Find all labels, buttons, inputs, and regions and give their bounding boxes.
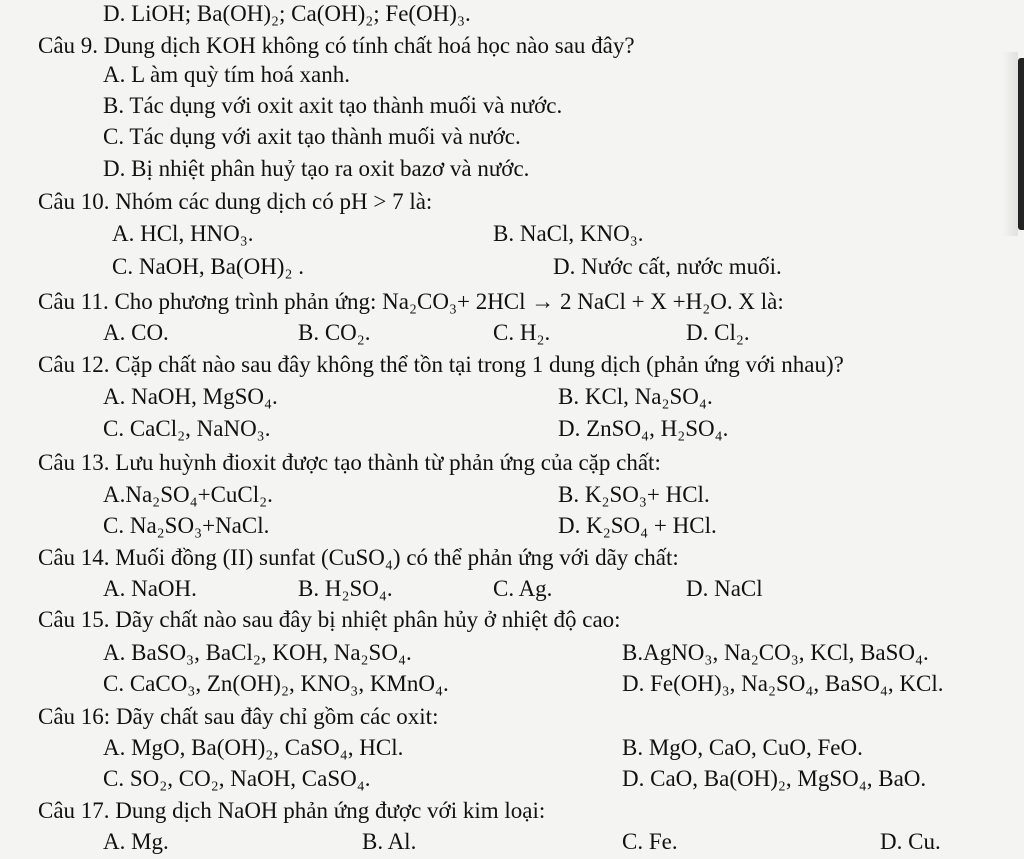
answer-line [0,250,1024,284]
answer-line [0,58,1024,92]
option-b: B. CO₂. [298,320,371,345]
option-c: C. SO₂, CO₂, NaOH, CaSO₄. [103,766,371,791]
option-c: C. CaCl₂, NaNO₃. [103,416,271,441]
question-13 [0,446,1024,480]
option-d: D. ZnSO₄, H₂SO₄. [558,416,729,441]
option-c: C. Fe. [622,829,678,854]
answer-line [0,412,1024,446]
answer-line [0,380,1024,414]
answer-line [0,152,1024,186]
option-c: C. Tác dụng với axit tạo thành muối và nước. [103,124,521,149]
answer-line [0,762,1024,796]
answer-line [0,731,1024,765]
question-11 [0,285,1024,319]
page-edge-bar [1018,58,1024,230]
option-d: D. LiOH; Ba(OH)₂; Ca(OH)₂; Fe(OH)₃. [103,1,471,26]
option-a: A. L àm quỳ tím hoá xanh. [103,62,350,87]
question-text: Câu 16: Dãy chất sau đây chỉ gồm các oxit: [38,704,439,729]
question-text: Câu 14. Muối đồng (II) sunfat (CuSO₄) có thể phản ứng với dãy chất: [38,545,679,570]
answer-line [0,89,1024,123]
answer-line [0,217,1024,251]
option-b: B. K₂SO₃+ HCl. [558,482,710,507]
option-b: B. Al. [362,829,417,854]
question-text: Câu 11. Cho phương trình phản ứng: Na₂CO₃+ 2HCl → 2 NaCl + X +H₂O. X là: [38,289,784,314]
option-d: D. CaO, Ba(OH)₂, MgSO₄, BaO. [622,766,927,791]
option-a: A.Na₂SO₄+CuCl₂. [103,482,273,507]
option-d: D. Cl₂. [686,320,750,345]
question-text: Câu 9. Dung dịch KOH không có tính chất hoá học nào sau đây? [38,33,635,58]
question-15 [0,603,1024,637]
option-d: D. Fe(OH)₃, Na₂SO₄, BaSO₄, KCl. [622,671,944,696]
question-text: Câu 15. Dãy chất nào sau đây bị nhiệt phân hủy ở nhiệt độ cao: [38,607,621,632]
option-d: D. Nước cất, nước muối. [553,254,782,279]
question-10 [0,185,1024,219]
option-a: A. NaOH, MgSO₄. [103,384,278,409]
answer-line [0,636,1024,670]
option-b: B. H₂SO₄. [298,576,393,601]
option-a: A. Mg. [103,829,169,854]
option-c: C. Ag. [493,576,553,601]
page-edge-shadow [1002,52,1018,236]
question-17 [0,794,1024,828]
option-a: A. HCl, HNO₃. [112,221,254,246]
option-c: C. H₂. [493,320,551,345]
option-a: A. NaOH. [103,576,197,601]
option-a: A. MgO, Ba(OH)₂, CaSO₄, HCl. [103,735,404,760]
option-d: D. Bị nhiệt phân huỷ tạo ra oxit bazơ và nước. [103,156,530,181]
option-b: B.AgNO₃, Na₂CO₃, KCl, BaSO₄. [622,640,929,665]
option-b: B. MgO, CaO, CuO, FeO. [622,735,863,760]
answer-line [0,120,1024,154]
question-text: Câu 12. Cặp chất nào sau đây không thể tồn tại trong 1 dung dịch (phản ứng với nhau)? [38,352,844,377]
question-14 [0,541,1024,575]
question-text: Câu 13. Lưu huỳnh đioxit được tạo thành từ phản ứng của cặp chất: [38,450,661,475]
answer-line [0,478,1024,512]
question-16 [0,700,1024,734]
answer-line [0,667,1024,701]
answer-line [0,509,1024,543]
option-d: D. Cu. [880,829,941,854]
option-d: D. K₂SO₄ + HCl. [558,513,717,538]
question-text: Câu 17. Dung dịch NaOH phản ứng được với kim loại: [38,798,546,823]
option-c: C. NaOH, Ba(OH)₂ . [112,254,304,279]
question-12 [0,348,1024,382]
option-b: B. KCl, Na₂SO₄. [558,384,713,409]
option-a: A. BaSO₃, BaCl₂, KOH, Na₂SO₄. [103,640,412,665]
answer-line [0,572,1024,606]
answer-line [0,825,1024,859]
question-text: Câu 10. Nhóm các dung dịch có pH > 7 là: [38,189,433,214]
option-d: D. NaCl [686,576,763,601]
option-b: B. Tác dụng với oxit axit tạo thành muối và nước. [103,93,563,118]
answer-line [0,0,1024,31]
option-c: C. CaCO₃, Zn(OH)₂, KNO₃, KMnO₄. [103,671,449,696]
answer-line [0,316,1024,350]
option-c: C. Na₂SO₃+NaCl. [103,513,270,538]
option-b: B. NaCl, KNO₃. [493,221,644,246]
option-a: A. CO. [103,320,169,345]
